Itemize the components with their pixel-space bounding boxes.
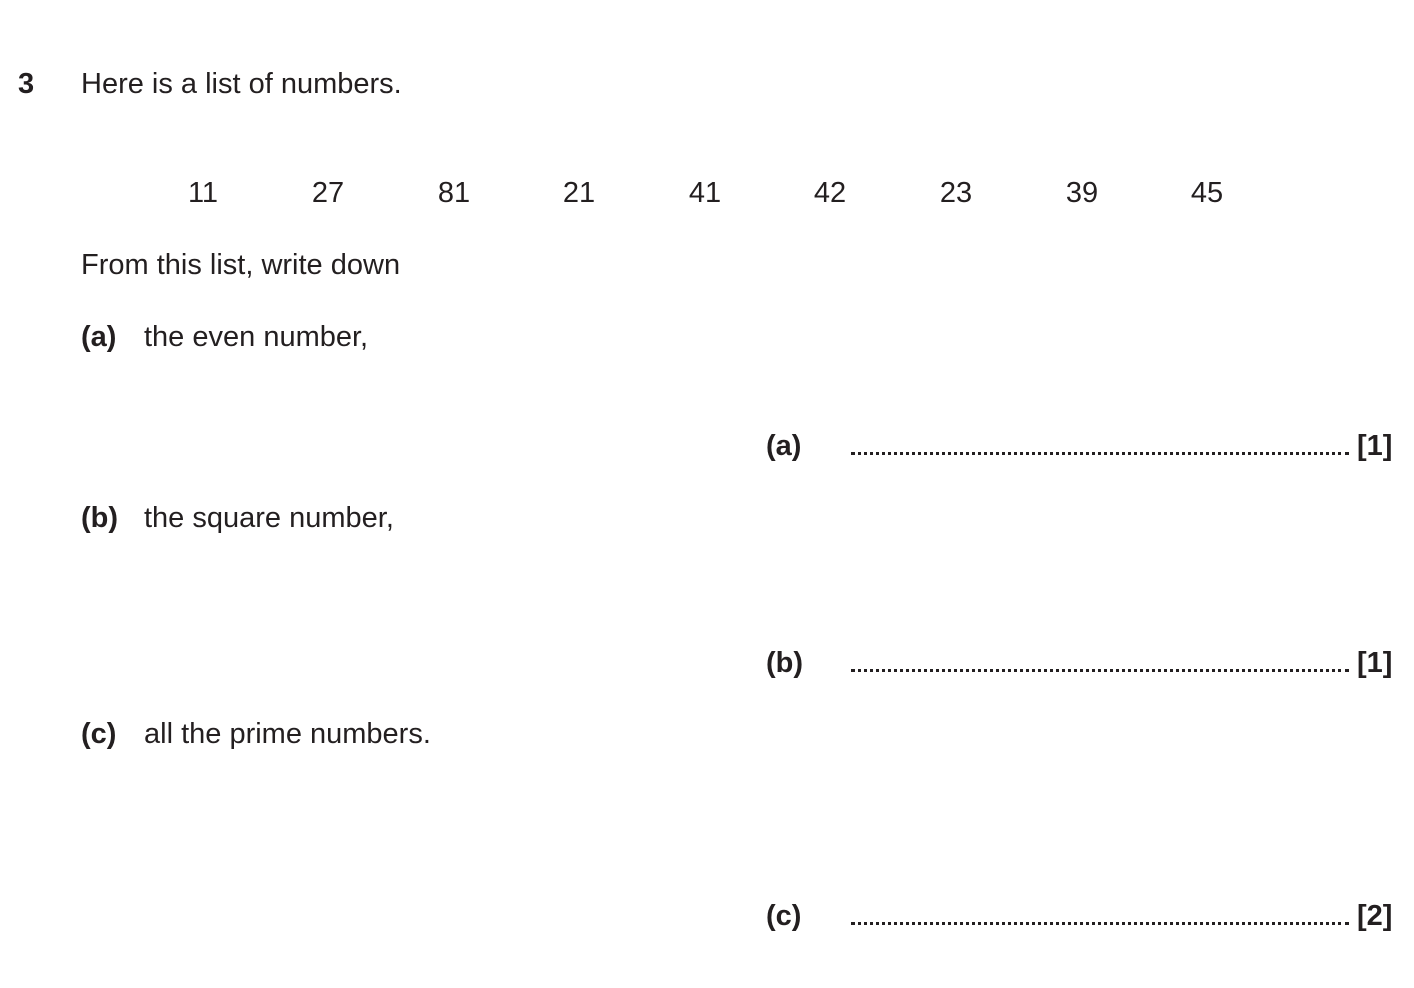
list-number: 42 (813, 177, 847, 209)
marks-a: [1] (1357, 430, 1393, 462)
answer-b-line[interactable] (851, 669, 1349, 672)
part-c-label: (c) (81, 718, 117, 750)
question-intro: Here is a list of numbers. (81, 68, 402, 100)
list-number: 41 (688, 177, 722, 209)
part-b-label: (b) (81, 502, 119, 534)
list-number: 23 (939, 177, 973, 209)
list-number: 81 (437, 177, 471, 209)
list-number: 27 (311, 177, 345, 209)
marks-c: [2] (1357, 900, 1393, 932)
question-number: 3 (18, 68, 35, 100)
part-a-label: (a) (81, 321, 117, 353)
part-a-text: the even number, (144, 321, 369, 353)
list-number: 11 (187, 177, 219, 209)
list-number: 45 (1190, 177, 1224, 209)
list-number: 39 (1065, 177, 1099, 209)
answer-b-label: (b) (766, 647, 804, 679)
answer-a-label: (a) (766, 430, 802, 462)
marks-b: [1] (1357, 647, 1393, 679)
answer-c-line[interactable] (851, 922, 1349, 925)
part-c-text: all the prime numbers. (144, 718, 431, 750)
answer-a-line[interactable] (851, 452, 1349, 455)
instruction-text: From this list, write down (81, 249, 401, 281)
part-b-text: the square number, (144, 502, 394, 534)
answer-c-label: (c) (766, 900, 802, 932)
list-number: 21 (562, 177, 596, 209)
